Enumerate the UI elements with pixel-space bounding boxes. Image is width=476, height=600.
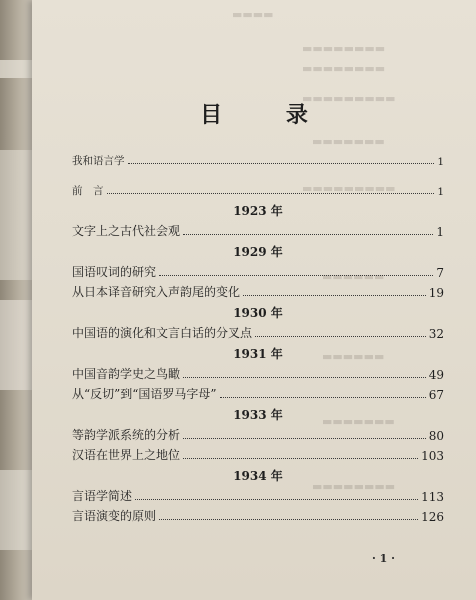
toc-entry-title: 汉语在世界上之地位 [72, 448, 181, 462]
leader-dots [183, 438, 426, 439]
toc-entry[interactable] [72, 423, 444, 443]
toc-entry-page: 80 [428, 429, 444, 443]
toc-entry-title: 国语叹词的研究 [72, 265, 157, 279]
toc-entry-title: 言语学简述 [72, 489, 133, 503]
leader-dots [243, 295, 426, 296]
toc-entry[interactable] [72, 362, 444, 382]
toc-entry[interactable] [72, 260, 444, 280]
leader-dots [135, 499, 418, 500]
leader-dots [159, 275, 433, 276]
toc-entry[interactable] [72, 484, 444, 504]
toc-entry[interactable] [72, 148, 444, 168]
page-number-marker: · 1 · [372, 552, 395, 565]
year-heading: 1929 年 [233, 245, 283, 259]
leader-dots [183, 377, 426, 378]
toc-entry-page: 126 [421, 510, 444, 524]
toc-entry-page: 49 [428, 368, 444, 382]
toc-entry-page: 1 [437, 186, 444, 198]
toc-entry-page: 32 [428, 327, 444, 341]
toc-entry-page: 103 [421, 449, 444, 463]
toc-entry-page: 67 [428, 388, 444, 402]
leader-dots [107, 193, 435, 194]
toc-entry[interactable] [72, 504, 444, 524]
year-heading: 1931 年 [233, 347, 283, 361]
toc-entry-title: 从“反切”到“国语罗马字母” [72, 387, 217, 401]
leader-dots [220, 397, 426, 398]
toc-list [72, 148, 444, 524]
leader-dots [159, 519, 418, 520]
toc-entry[interactable] [72, 178, 444, 198]
toc-page: ▬▬▬▬ ▬▬▬▬▬▬▬▬ ▬▬▬▬▬▬▬▬ ▬▬▬▬▬▬▬▬▬ ▬▬▬▬▬▬▬ ▬▬▬▬▬▬▬▬▬ ▬▬▬▬▬▬ ▬▬▬▬▬▬ ▬▬▬▬▬▬▬ ▬▬▬▬▬▬▬▬ 目 录 我和语言学 1 前 言 1 1923 年 文字上之古代社会观 1 1929 年 国语叹词的研究 7 从日本译音研究入声韵尾的变化 19 1930 年 中国语的演化和文言白话的分叉点 32 1931 年 中国音韵学史之鸟瞰 49 从“反切”到“国语罗马字母” 67 1933 年 等韵学派系统的分析 80 汉语在世界上之地位 103 1934 年 言语学简述 113 言语演变的原则 126 · 1 · [32, 0, 476, 600]
leader-dots [183, 458, 418, 459]
toc-entry-page: 7 [436, 266, 444, 280]
leader-dots [183, 234, 433, 235]
toc-entry-title: 从日本译音研究入声韵尾的变化 [72, 285, 241, 299]
toc-entry[interactable] [72, 382, 444, 402]
toc-heading: 目 录 [200, 102, 336, 128]
toc-entry[interactable] [72, 219, 444, 239]
leader-dots [255, 336, 426, 337]
year-heading: 1934 年 [233, 469, 283, 483]
toc-entry-title: 中国语的演化和文言白话的分叉点 [72, 326, 253, 340]
toc-entry-page: 113 [421, 490, 444, 504]
toc-entry-title: 文字上之古代社会观 [72, 224, 181, 238]
year-heading: 1930 年 [233, 306, 283, 320]
toc-entry[interactable] [72, 321, 444, 341]
leader-dots [128, 163, 435, 164]
toc-entry-page: 19 [428, 286, 444, 300]
toc-entry[interactable] [72, 443, 444, 463]
toc-entry-page: 1 [436, 225, 444, 239]
toc-entry-title: 我和语言学 [72, 155, 125, 167]
toc-entry[interactable] [72, 280, 444, 300]
year-heading: 1923 年 [233, 204, 283, 218]
toc-entry-title: 中国音韵学史之鸟瞰 [72, 367, 181, 381]
toc-entry-page: 1 [437, 156, 444, 168]
toc-entry-title: 等韵学派系统的分析 [72, 428, 181, 442]
year-heading: 1933 年 [233, 408, 283, 422]
toc-entry-title: 言语演变的原则 [72, 509, 157, 523]
toc-entry-title: 前 言 [72, 185, 104, 197]
